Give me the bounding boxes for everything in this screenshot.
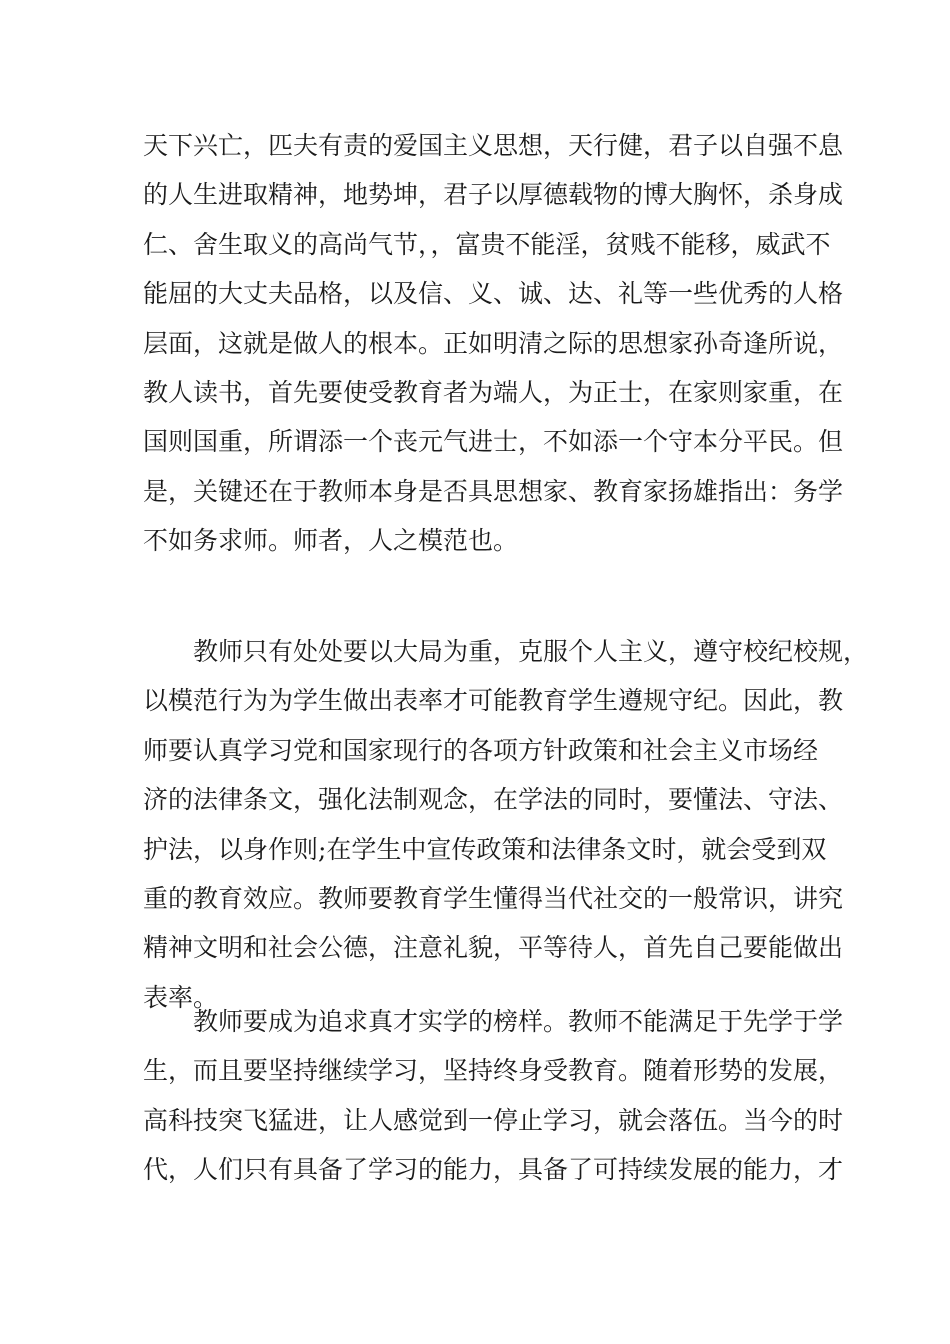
text-line: 以模范行为为学生做出表率才可能教育学生遵规守纪。因此，教 <box>143 686 844 716</box>
text-line: 教师只有处处要以大局为重，克服个人主义，遵守校纪校规， <box>193 637 869 666</box>
text-line: 层面，这就是做人的根本。正如明清之际的思想家孙奇逢所说， <box>143 328 844 358</box>
text-line: 济的法律条文，强化法制观念，在学法的同时，要懂法、守法、 <box>143 785 844 815</box>
text-line: 不如务求师。师者，人之模范也。 <box>143 526 519 556</box>
text-line: 仁、舍生取义的高尚气节，，富贵不能淫，贫贱不能移，威武不 <box>143 229 831 259</box>
text-line: 能屈的大丈夫品格，以及信、义、诚、达、礼等一些优秀的人格 <box>143 279 844 309</box>
text-line: 教师要成为追求真才实学的榜样。教师不能满足于先学于学 <box>193 1007 844 1036</box>
paragraph-3 <box>143 997 844 1195</box>
text-line: 的人生进取精神，地势坤，君子以厚德载物的博大胸怀，杀身成 <box>143 180 844 210</box>
text-line: 教人读书，首先要使受教育者为端人，为正士，在家则家重，在 <box>143 377 844 407</box>
text-line: 高科技突飞猛进，让人感觉到一停止学习，就会落伍。当今的时 <box>143 1105 844 1135</box>
text-line: 是，关键还在于教师本身是否具思想家、教育家扬雄指出：务学 <box>143 476 844 506</box>
paragraph-2 <box>143 627 869 1022</box>
text-line: 代，人们只有具备了学习的能力，具备了可持续发展的能力，才 <box>143 1155 844 1185</box>
text-line: 国则国重，所谓添一个丧元气进士，不如添一个守本分平民。但 <box>143 427 844 457</box>
text-line: 精神文明和社会公德，注意礼貌，平等待人，首先自己要能做出 <box>143 933 844 963</box>
text-line: 护法，以身作则;在学生中宣传政策和法律条文时，就会受到双 <box>143 834 827 864</box>
text-line: 生，而且要坚持继续学习，坚持终身受教育。随着形势的发展， <box>143 1056 844 1086</box>
text-line: 表率。 <box>143 982 219 1012</box>
paragraph-1 <box>143 121 844 566</box>
text-line: 天下兴亡，匹夫有责的爱国主义思想，天行健，君子以自强不息 <box>143 131 844 160</box>
text-line: 师要认真学习党和国家现行的各项方针政策和社会主义市场经 <box>143 735 819 765</box>
text-line: 重的教育效应。教师要教育学生懂得当代社交的一般常识，讲究 <box>143 883 844 913</box>
